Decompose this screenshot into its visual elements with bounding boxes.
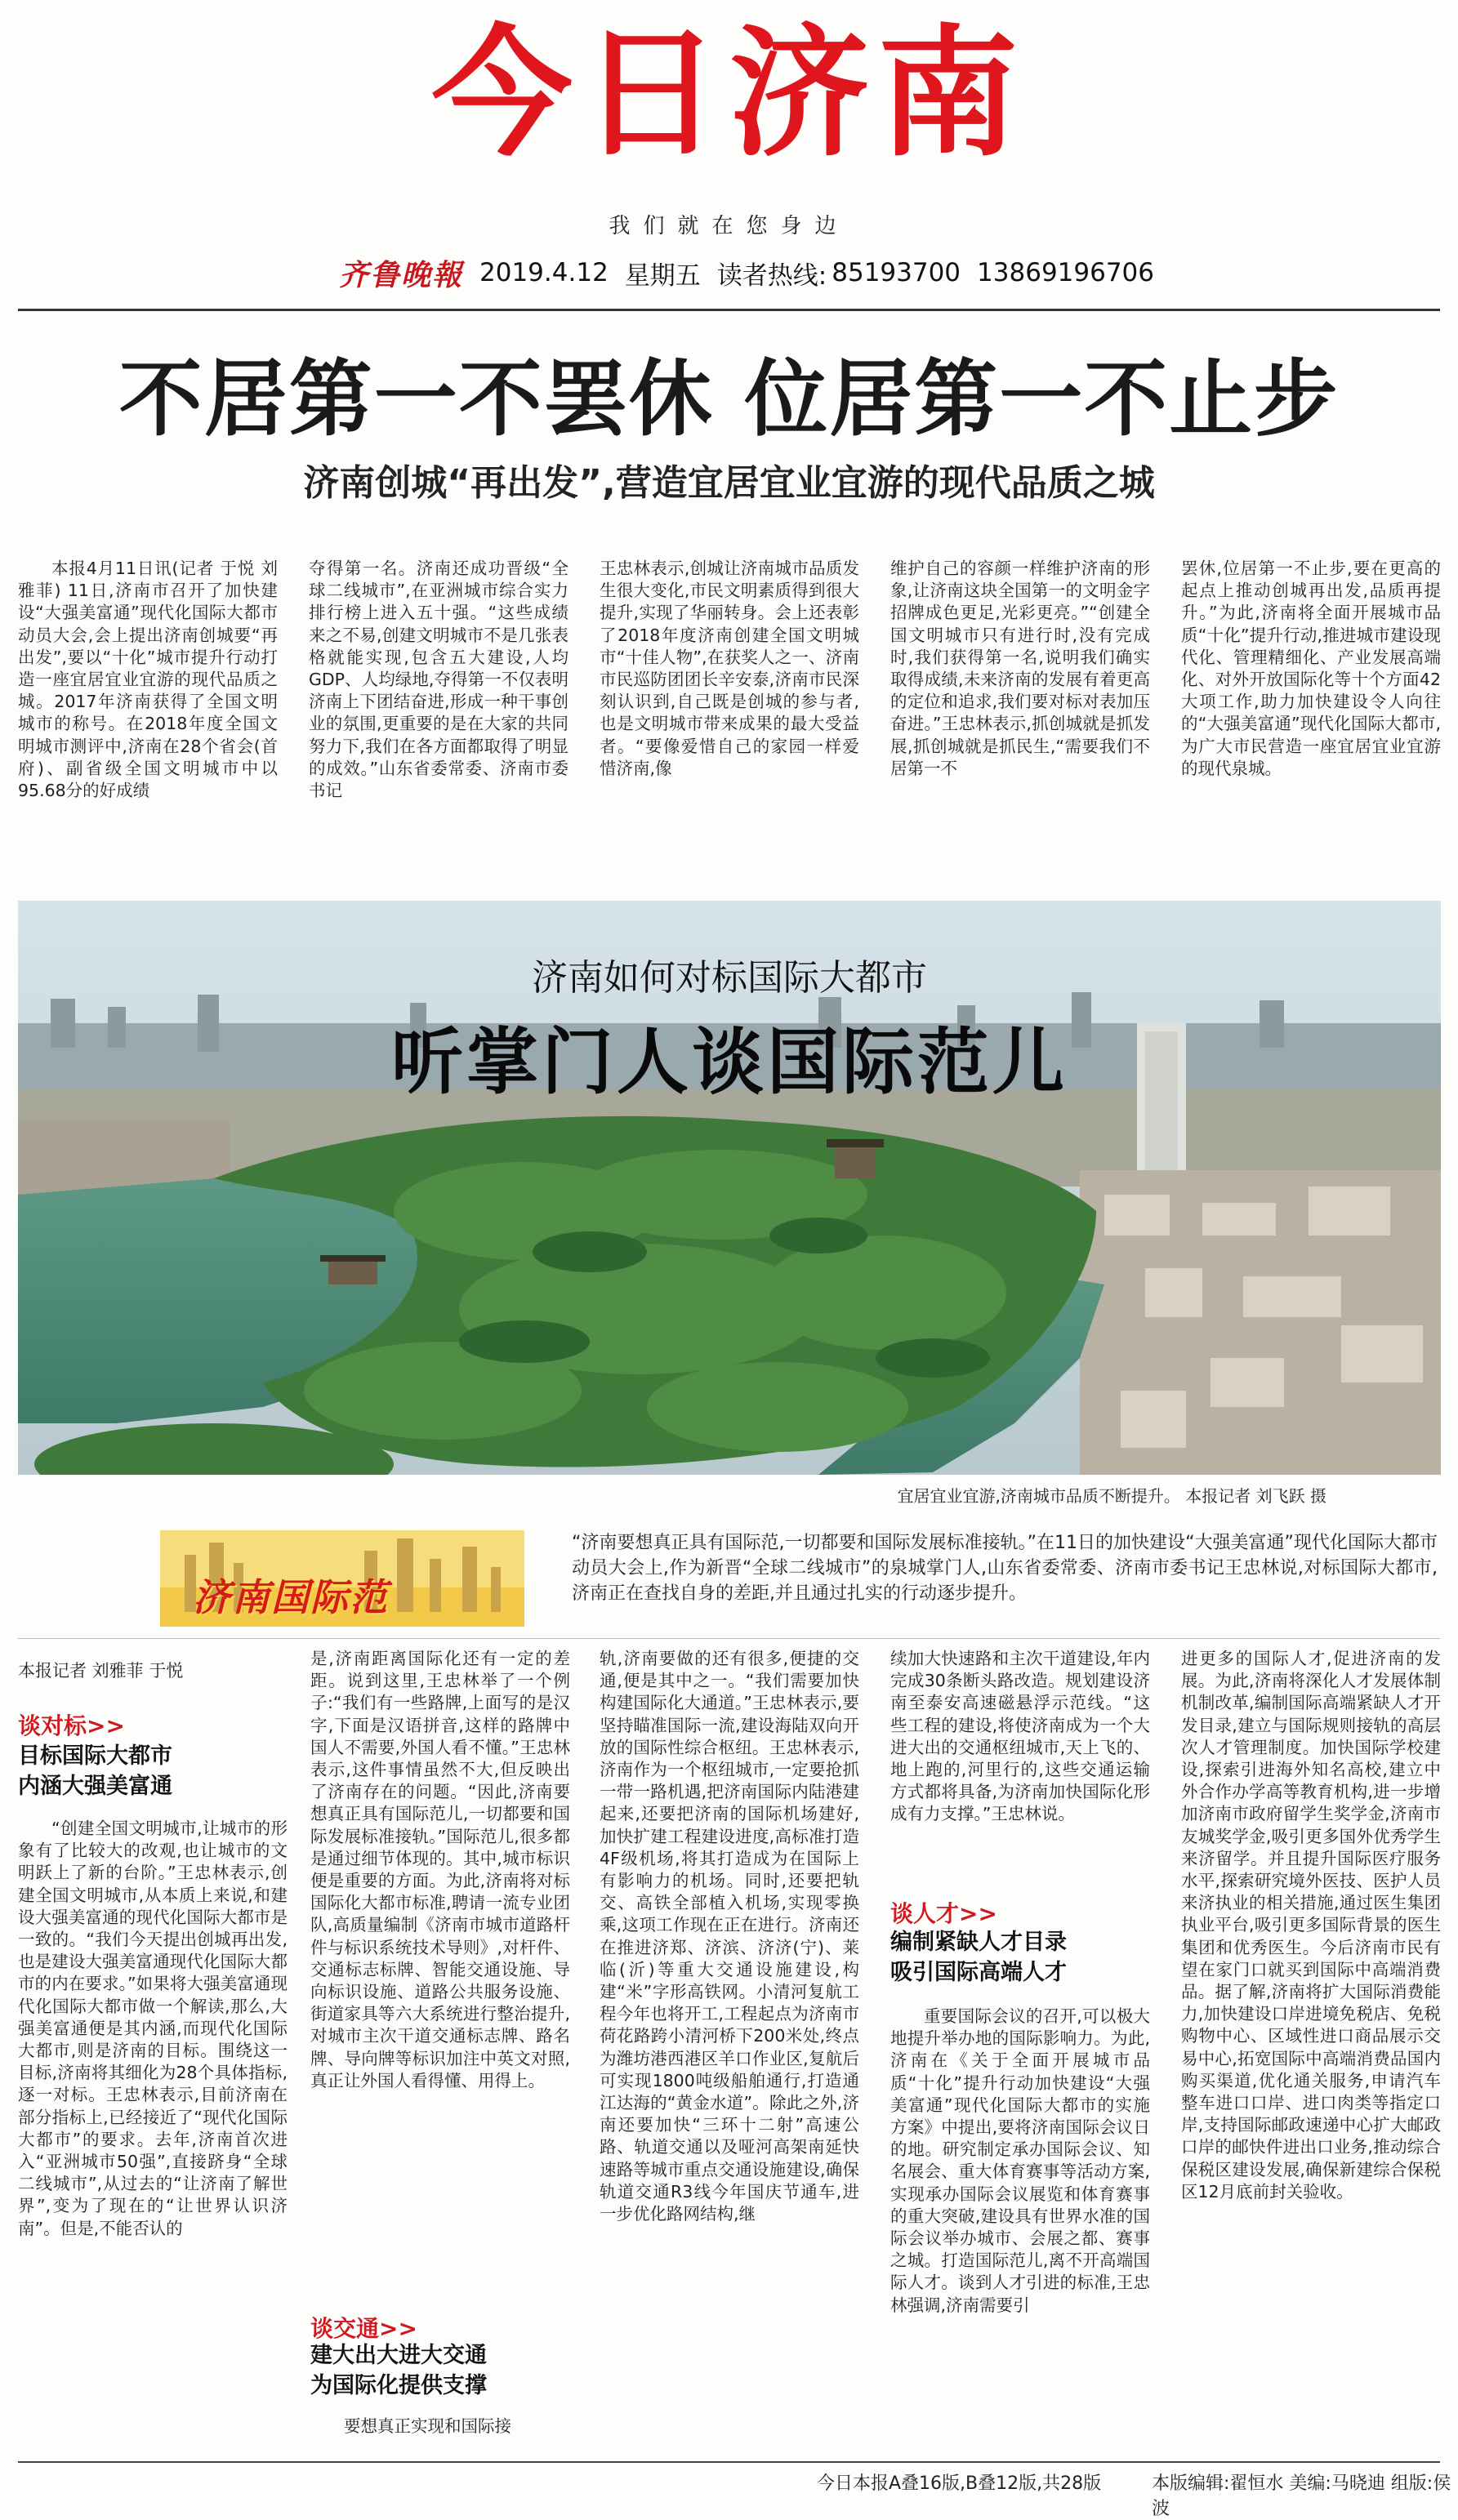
masthead-info-row	[339, 255, 1154, 291]
article-column-4: 维护自己的容颜一样维护济南的形象,让济南这块全国第一的文明金字招牌成色更足,光彩更亮。”“创建全国文明城市只有进行时,没有完成时,我们获得第一名,说明我们确实取得成绩,未来济南的发展有着更高的定位和追求,我们要对标对表加压奋进。”王忠林表示,抓创城就是抓发展,抓创城就是抓民生,“需要我们不居第一不	[890, 559, 1150, 778]
section-title-transport: 建大出大进大交通 为国际化提供支撑	[310, 2343, 487, 2398]
article-column-1: 本报4月11日讯(记者 于悦 刘雅菲) 11日,济南市召开了加快建设“大强美富通”现代化国际大都市动员大会,会上提出济南创城要“再出发”,要以“十化”城市提升行动打造一座宜居宜业宜游的现代品质之城。2017年济南获得了全国文明城市的称号。在2018年度全国文明城市测评中,济南在28个省会(首府)、副省级全国文明城市中以95.68分的好成绩	[18, 559, 278, 801]
article-column-2: 夺得第一名。济南还成功晋级“全球二线城市”,在亚洲城市综合实力排行榜上进入五十强。“这些成绩来之不易,创建文明城市不是几张表格就能实现,包含五大建设,人均GDP、人均绿地,夺得第一不仅表明济南上下团结奋进,形成一种干事创业的氛围,更重要的是在大家的共同努力下,我们在各方面都取得了明显的成效。”山东省委常委、济南市委书记	[309, 559, 568, 801]
issue-date: 2019.4.12	[479, 258, 609, 287]
hotline-label: 读者热线:	[716, 260, 827, 291]
masthead-divider	[18, 309, 1440, 311]
lower-column-3: 轨,济南要做的还有很多,便捷的交通,便是其中之一。“我们需要加快构建国际化大通道。”王忠林表示,要坚持瞄准国际一流,建设海陆双向开放的国际性综合枢纽。王忠林表示,济南作为一个枢纽城市,一定要抢抓一带一路机遇,把济南国际内陆港建起来,还要把济南的国际机场建好,加快扩建工程建设进度,高标准打造4F级机场,将其打造成为在国际上有影响力的机场。同时,还要把轨交、高铁全部植入机场,实现零换乘,这项工作现在正在进行。济南还在推进济郑、济滨、济济(宁)、莱临(沂)等重大交通设施建设,构建“米”字形高铁网。小清河复航工程今年也将开工,工程起点为济南市荷花路跨小清河桥下200米处,终点为潍坊港西港区羊口作业区,复航后可实现1800吨级船舶通行,打造通江达海的“黄金水道”。除此之外,济南还要加快“三环十二射”高速公路、轨道交通以及哑河高架南延快速路等城市重点交通设施建设,确保轨道交通R3线今年国庆节通车,进一步优化路网结构,继	[600, 1649, 859, 2224]
hotline-number-2: 13869196706	[977, 258, 1155, 287]
newspaper-brand-logo: 齐鲁晚報	[339, 257, 464, 292]
footer-divider	[18, 2461, 1440, 2463]
article-column-3: 王忠林表示,创城让济南城市品质发生很大变化,市民文明素质得到很大提升,实现了华丽转身。会上还表彰了2018年度济南创建全国文明城市“十佳人物”,在获奖人之一、济南市民巡防团团长辛安泰,济南市民深刻认识到,自己既是创城的参与者,也是文明城市带来成果的最大受益者。“要像爱惜自己的家园一样爱惜济南,像	[600, 559, 859, 778]
section-title-talent: 编制紧缺人才目录 吸引国际高端人才	[890, 1930, 1067, 1985]
issue-weekday: 星期五	[624, 260, 701, 291]
footer-edition-info: 今日本报A叠16版,B叠12版,共28版	[817, 2473, 1102, 2494]
hotline-number-1: 85193700	[832, 258, 961, 287]
footer-editors: 本版编辑:翟恒水 美编:马晓迪 组版:侯波	[1152, 2473, 1451, 2519]
section-label-talent: 谈人才>>	[890, 1900, 997, 1927]
lower-column-4-top: 续加大快速路和主次干道建设,年内完成30条断头路改造。规划建设济南至泰安高速磁悬浮示范线。“这些工程的建设,将使济南成为一个大进大出的交通枢纽城市,天上飞的、地上跑的,河里行的,这些交通运输方式都将具备,为济南加快国际化形成有力支撑。”王忠林说。	[890, 1649, 1150, 1824]
lower-column-4: 重要国际会议的召开,可以极大地提升举办地的国际影响力。为此,济南在《关于全面开展城市品质“十化”提升行动加快建设“大强美富通”现代化国际大都市的实施方案》中提出,要将济南国际会议日的地。研究制定承办国际会议、知名展会、重大体育赛事等活动方案,实现承办国际会议展览和体育赛事的重大突破,建设具有世界水准的国际会议举办城市、会展之都、赛事之城。打造国际范儿,离不开高端国际人才。谈到人才引进的标准,王忠林强调,济南需要引	[890, 2006, 1150, 2315]
section-title-benchmark: 目标国际大都市 内涵大强美富通	[18, 1743, 172, 1799]
lower-column-1: “创建全国文明城市,让城市的形象有了比较大的改观,也让城市的文明跃上了新的台阶。”王忠林表示,创建全国文明城市,从本质上来说,和建设大强美富通的现代化国际大都市是一致的。“我们今天提出创城再出发,也是建设大强美富通现代化国际大都市的内在要求。”如果将大强美富通现代化国际大都市做一个解读,那么,大强美富通便是其内涵,而现代化国际大都市,则是济南的目标。围绕这一目标,济南将其细化为28个具体指标,逐一对标。王忠林表示,目前济南在部分指标上,已经接近了“现代化国际大都市”的要求。去年,济南首次进入“亚洲城市50强”,直接跻身“全球二线城市”,从过去的“让济南了解世界”,变为了现在的“让世界认识济南”。但是,不能否认的	[18, 1819, 288, 2238]
lower-column-2: 是,济南距离国际化还有一定的差距。说到这里,王忠林举了一个例子:“我们有一些路牌,上面写的是汉字,下面是汉语拼音,这样的路牌中国人不需要,外国人看不懂。”王忠林表示,这件事情虽然不大,但反映出了济南存在的问题。“因此,济南要想真正具有国际范儿,一切都要和国际发展标准接轨。”国际范儿,很多都是通过细节体现的。其中,城市标识便是重要的方面。为此,济南将对标国际化大都市标准,聘请一流专业团队,高质量编制《济南市城市道路杆件与标识系统技术导则》,对杆件、交通标志标牌、智能交通设施、导向标识设施、道路公共服务设施、街道家具等六大系统进行整治提升,对城市主次干道交通标志牌、路名牌、导向牌等标识加注中英文对照,真正让外国人看得懂、用得上。	[310, 1649, 570, 2090]
lower-column-5: 进更多的国际人才,促进济南的发展。为此,济南将深化人才发展体制机制改革,编制国际高端紧缺人才开发目录,建立与国际规则接轨的高层次人才管理制度。加快国际学校建设,探索引进海外知名高校,建立中外合作办学高等教育机构,进一步增加济南市政府留学生奖学金,济南市友城奖学金,吸引更多国外优秀学生来济留学。并且提升国际医疗服务水平,探索研究境外医技、医护人员来济执业的相关措施,通过医生集团执业平台,吸引更多国际背景的医生集团和优秀医生。今后济南市民有望在家门口就买到国际中高端消费品。据了解,济南将扩大国际消费能力,加快建设口岸进境免税店、免税购物中心、区域性进口商品展示交易中心,拓宽国际中高端消费品国内购买渠道,优化通关服务,申请汽车整车进口口岸、进口肉类等指定口岸,支持国际邮政速递中心扩大邮政口岸的邮快件进出口业务,推动综合保税区建设发展,确保新建综合保税区12月底前封关验收。	[1181, 1649, 1441, 2202]
lower-byline: 本报记者 刘雅菲 于悦	[18, 1661, 184, 1681]
section-label-transport: 谈交通>>	[310, 2315, 417, 2342]
section-banner-image	[160, 1530, 524, 1627]
lower-column-2-tail: 要想真正实现和国际接	[344, 2416, 511, 2436]
photo-headline: 听掌门人谈国际范儿	[390, 1020, 1068, 1104]
article-column-5: 罢休,位居第一不止步,要在更高的起点上推动创城再出发,品质再提升。”为此,济南将全面开展城市品质“十化”提升行动,推进城市建设现代化、管理精细化、产业发展高端化、对外开放国际化等十个方面42大项工作,助力加快建设令人向往的“大强美富通”现代化国际大都市,为广大市民营造一座宜居宜业宜游的现代泉城。	[1181, 559, 1441, 778]
section-label-benchmark: 谈对标>>	[18, 1712, 125, 1739]
lower-divider	[18, 1638, 1440, 1639]
photo-kicker: 济南如何对标国际大都市	[532, 957, 927, 999]
lower-intro: “济南要想真正具有国际范,一切都要和国际发展标准接轨。”在11日的加快建设“大强美富通”现代化国际大都市动员大会上,作为新晋“全球二线城市”的泉城掌门人,山东省委常委、济南市委书记王忠林说,对标国际大都市,济南正在查找自身的差距,并且通过扎实的行动逐步提升。	[572, 1533, 1438, 1604]
main-headline: 不居第一不罢休 位居第一不止步	[118, 351, 1340, 448]
photo-caption: 宜居宜业宜游,济南城市品质不断提升。 本报记者 刘飞跃 摄	[897, 1486, 1326, 1506]
section-banner-title: 济南国际范	[193, 1575, 389, 1619]
aerial-city-photo	[18, 901, 1441, 1475]
masthead-title: 今日济南	[431, 11, 1027, 176]
main-subheadline: 济南创城“再出发”,营造宜居宜业宜游的现代品质之城	[303, 462, 1155, 504]
masthead-slogan: 我们就在您身边	[609, 214, 849, 238]
